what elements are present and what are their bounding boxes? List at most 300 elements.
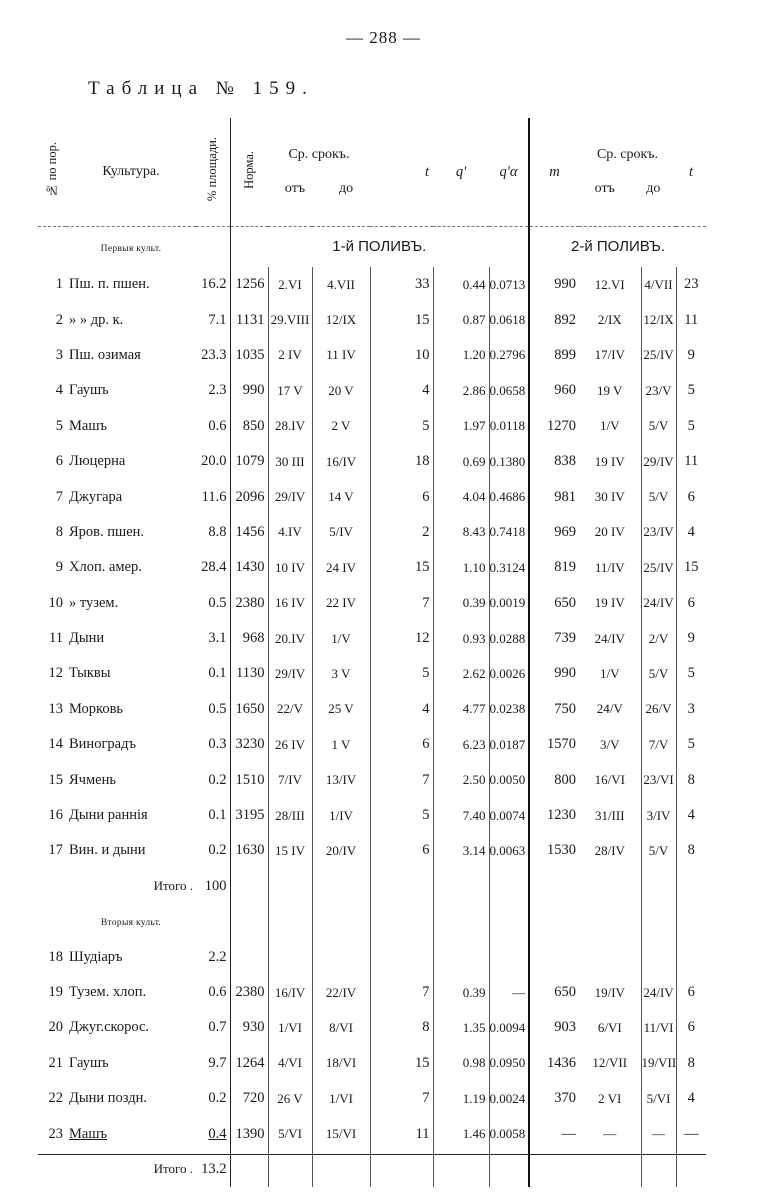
irrigation1-t: 5: [370, 409, 433, 444]
culture-name: Ячмень: [69, 771, 116, 788]
term1-from: [268, 939, 312, 974]
irrigation2-t: 15: [676, 550, 706, 585]
irrigation1-q2: 0.0288: [489, 621, 529, 656]
irrigation1-q1: 2.62: [433, 656, 489, 691]
term1-from: 28.IV: [268, 409, 312, 444]
culture-name: Дыни раннія: [69, 807, 148, 824]
irrigation1-t: 4: [370, 692, 433, 727]
culture-name: Вин. и дыни: [69, 842, 146, 859]
culture-name: Гаушъ: [69, 382, 109, 399]
header-term2-range: [579, 181, 676, 197]
header-to1: до: [338, 181, 354, 196]
culture-name: Гаушъ: [69, 1054, 109, 1071]
table-row: [38, 338, 706, 373]
row-number: 5: [55, 417, 63, 434]
culture-name: Тыквы: [69, 665, 111, 682]
row-number: 8: [55, 523, 63, 540]
irrigation2-m: 990: [529, 656, 579, 691]
row-number: 15: [48, 771, 63, 788]
term1-from: 28/III: [268, 798, 312, 833]
irrigation1-t: 7: [370, 1081, 433, 1116]
irrigation1-q2: 0.2796: [489, 338, 529, 373]
term1-to: [312, 939, 370, 974]
irrigation2-t: [676, 939, 706, 974]
term1-to: 18/VI: [312, 1046, 370, 1081]
term1-to: 25 V: [312, 692, 370, 727]
irrigation2-t: 8: [676, 1046, 706, 1081]
term2-to: 5/V: [641, 833, 676, 868]
irrigation2-m: 903: [529, 1010, 579, 1045]
header-term1: [268, 118, 370, 227]
header-t2: [676, 118, 706, 227]
term1-to: 24 IV: [312, 550, 370, 585]
header-to2: до: [646, 181, 661, 196]
row-number: 14: [48, 736, 63, 753]
term1-to: 1/VI: [312, 1081, 370, 1116]
header-term2-label: Ср. срокъ.: [596, 147, 659, 162]
irrigation1-q2: 0.4686: [489, 479, 529, 514]
norm-value: 1456: [230, 515, 268, 550]
culture-name: » тузем.: [69, 594, 119, 611]
term1-to: 12/IX: [312, 302, 370, 337]
irrigation1-q2: 0.0024: [489, 1081, 529, 1116]
total-row-1-empty: [38, 869, 66, 904]
irrigation1-q2: 0.0950: [489, 1046, 529, 1081]
term2-to: 5/VI: [641, 1081, 676, 1116]
term2-from: 12.VI: [594, 276, 625, 292]
table-row: [38, 267, 706, 302]
term1-to: 22/IV: [312, 975, 370, 1010]
header-t1: [370, 118, 433, 227]
irrigation1-q2: 0.0019: [489, 586, 529, 621]
table-row: [38, 656, 706, 691]
irrigation1-t: 6: [370, 727, 433, 762]
term1-to: 22 IV: [312, 586, 370, 621]
header-term1-range: [268, 181, 370, 197]
term1-from: 26 IV: [268, 727, 312, 762]
table-row: [38, 1010, 706, 1045]
total-row-2-q1: [433, 1152, 489, 1187]
irrigation1-q1: 0.39: [433, 586, 489, 621]
irrigation2-t: 11: [676, 302, 706, 337]
term2-from: 20 IV: [594, 524, 625, 540]
culture-name: Джуг.скорос.: [69, 1019, 150, 1036]
table-row: [38, 1046, 706, 1081]
term1-to: 1 V: [312, 727, 370, 762]
table-row: [38, 1116, 706, 1151]
section2-label-cell: [66, 904, 196, 939]
culture-name: Дыни поздн.: [69, 1090, 148, 1107]
irrigation1-q1: 1.19: [433, 1081, 489, 1116]
norm-value: 1510: [230, 762, 268, 797]
culture-name: Пш. п. пшен.: [69, 276, 150, 293]
irrigation2-m: 650: [529, 975, 579, 1010]
norm-value: 1256: [230, 267, 268, 302]
total-row-2-to: [312, 1152, 370, 1187]
row-number: 3: [55, 346, 63, 363]
irrigation1-t: 10: [370, 338, 433, 373]
irrigation2-m: 739: [529, 621, 579, 656]
irrigation2-m: 819: [529, 550, 579, 585]
header-q2: [489, 118, 529, 227]
norm-value: 1390: [230, 1116, 268, 1151]
term1-from: 2.VI: [268, 267, 312, 302]
irrigation1-q2: 0.0658: [489, 373, 529, 408]
term1-from: 4.IV: [268, 515, 312, 550]
term1-from: 16/IV: [268, 975, 312, 1010]
area-percent: 23.3: [201, 346, 227, 363]
term2-to: 24/IV: [641, 975, 676, 1010]
term2-from: 12/VII: [592, 1055, 628, 1071]
norm-value: 1130: [230, 656, 268, 691]
irrigation2-m: 650: [529, 586, 579, 621]
total-row-2-to2: [641, 1152, 676, 1187]
total-row-1-from2: [579, 869, 641, 904]
row-number: 2: [55, 311, 63, 328]
term2-from: 2 VI: [598, 1090, 622, 1106]
term2-to: 19/VII: [641, 1046, 676, 1081]
row-number: 17: [48, 842, 63, 859]
irrigation1-q2: 0.0238: [489, 692, 529, 727]
irrigation1-q2: 0.0074: [489, 798, 529, 833]
header-norm: [230, 118, 268, 227]
header-area: [196, 118, 230, 227]
table-row: [38, 515, 706, 550]
table-row: [38, 727, 706, 762]
term1-to: 13/IV: [312, 762, 370, 797]
section2-empty: [38, 904, 66, 939]
term2-to: 7/V: [641, 727, 676, 762]
irrigation1-t: 7: [370, 762, 433, 797]
section2-norm: [230, 904, 268, 939]
term1-from: 22/V: [268, 692, 312, 727]
row-number: 22: [48, 1090, 63, 1107]
irrigation1-t: 8: [370, 1010, 433, 1045]
row-number: 23: [48, 1125, 63, 1142]
term1-from: 26 V: [268, 1081, 312, 1116]
irrigation1-t: 5: [370, 656, 433, 691]
term2-from: 31/III: [594, 807, 625, 823]
term1-from: 16 IV: [268, 586, 312, 621]
total-row-1-label: Итого .: [153, 878, 193, 894]
term2-from: 24/V: [596, 701, 623, 717]
irrigation1-t: 7: [370, 975, 433, 1010]
term1-from: 1/VI: [268, 1010, 312, 1045]
term1-to: 1/IV: [312, 798, 370, 833]
section2-m: [529, 904, 579, 939]
irrigation1-q2: 0.3124: [489, 550, 529, 585]
irrigation1-t: 15: [370, 1046, 433, 1081]
row-number: 16: [48, 807, 63, 824]
irrigation1-q2: 0.0618: [489, 302, 529, 337]
total-row-2-norm: [230, 1152, 268, 1187]
norm-value: 1264: [230, 1046, 268, 1081]
norm-value: [230, 939, 268, 974]
irrigation1-q2: 0.0058: [489, 1116, 529, 1151]
irrigation1-q1: 0.98: [433, 1046, 489, 1081]
term2-to: 5/V: [641, 479, 676, 514]
row-number: 19: [48, 984, 63, 1000]
term1-to: 3 V: [312, 656, 370, 691]
irrigation1-q1: 1.20: [433, 338, 489, 373]
table-row: [38, 621, 706, 656]
table-row: [38, 444, 706, 479]
irrigation1-q1: 0.87: [433, 302, 489, 337]
irrigation1-q2: 0.0094: [489, 1010, 529, 1045]
term1-from: 2 IV: [268, 338, 312, 373]
section2-from: [268, 904, 312, 939]
term1-from: 17 V: [268, 373, 312, 408]
row-number: 6: [55, 453, 63, 470]
irrigation1-t: 11: [370, 1116, 433, 1151]
total-row-2-from2: [579, 1152, 641, 1187]
total-row-2: [38, 1152, 706, 1187]
area-percent: 0.1: [208, 665, 227, 682]
term2-from: 1/V: [600, 418, 620, 434]
area-percent: 3.1: [208, 630, 227, 647]
area-percent: 0.6: [208, 984, 227, 1000]
row-number: 10: [48, 594, 63, 611]
culture-name: Джугара: [69, 488, 123, 505]
irrigation1-q1: 0.39: [433, 975, 489, 1010]
area-percent: 7.1: [208, 311, 227, 328]
irrigation1-q2: —: [489, 975, 529, 1010]
irrigation2-m: 960: [529, 373, 579, 408]
culture-name: Морковь: [69, 700, 124, 717]
irrigation2-title-cell: [529, 227, 706, 268]
irrigation1-q2: 0.0713: [489, 267, 529, 302]
term1-to: 4.VII: [312, 267, 370, 302]
table-row: [38, 798, 706, 833]
header-culture: [66, 118, 196, 227]
irrigation2-m: 899: [529, 338, 579, 373]
irrigation1-q2: 0.0187: [489, 727, 529, 762]
header-q2-label: q'α: [499, 163, 518, 180]
norm-value: 720: [230, 1081, 268, 1116]
term2-to: 26/V: [641, 692, 676, 727]
irrigation2-m: 370: [529, 1081, 579, 1116]
norm-value: 1079: [230, 444, 268, 479]
term1-to: 8/VI: [312, 1010, 370, 1045]
irrigation2-t: —: [676, 1116, 706, 1151]
section2-to: [312, 904, 370, 939]
irrigation2-m: 838: [529, 444, 579, 479]
area-percent: 11.6: [201, 488, 227, 505]
header-q1: [433, 118, 489, 227]
irrigation1-t: 15: [370, 550, 433, 585]
term2-from: 16/VI: [594, 772, 625, 788]
row-number: 21: [48, 1054, 63, 1071]
term2-to: 24/IV: [641, 586, 676, 621]
row-number: 13: [48, 700, 63, 717]
term1-from: 29.VIII: [268, 302, 312, 337]
culture-name: Яров. пшен.: [69, 523, 145, 540]
irrigation1-t: 12: [370, 621, 433, 656]
culture-name: Пш. озимая: [69, 346, 141, 363]
culture-name: Хлоп. амер.: [69, 559, 142, 576]
term2-to: 5/V: [641, 409, 676, 444]
term1-to: 11 IV: [312, 338, 370, 373]
norm-value: 3195: [230, 798, 268, 833]
term1-from: 7/IV: [268, 762, 312, 797]
term2-to: 2/V: [641, 621, 676, 656]
term2-to: [641, 939, 676, 974]
header-number: [38, 118, 66, 227]
row-number: 9: [55, 559, 63, 576]
section2-t2: [676, 904, 706, 939]
irrigation1-t: 5: [370, 798, 433, 833]
irrigation2-t: 5: [676, 656, 706, 691]
term2-to: 11/VI: [641, 1010, 676, 1045]
irrigation1-q2: 0.1380: [489, 444, 529, 479]
irrigation1-q1: [433, 939, 489, 974]
term2-from: —: [603, 1126, 617, 1142]
section2-q2: [489, 904, 529, 939]
table-row: [38, 975, 706, 1010]
area-percent: 0.5: [208, 700, 227, 717]
irrigation2-title: 2-й ПОЛИВЪ.: [571, 238, 665, 255]
irrigation2-m: 1570: [529, 727, 579, 762]
total-row-1-t2: [676, 869, 706, 904]
irrigation1-q1: 4.77: [433, 692, 489, 727]
term2-to: 12/IX: [641, 302, 676, 337]
total-row-2-from: [268, 1152, 312, 1187]
irrigation1-q1: 0.93: [433, 621, 489, 656]
irrigation2-t: 23: [676, 267, 706, 302]
area-percent: 0.2: [208, 1090, 227, 1107]
irrigation2-t: 8: [676, 833, 706, 868]
total-row-1-to2: [641, 869, 676, 904]
irrigation1-t: 7: [370, 586, 433, 621]
table-row: [38, 762, 706, 797]
header-term2: [579, 118, 676, 227]
culture-name: Тузем. хлоп.: [69, 984, 147, 1000]
norm-value: 990: [230, 373, 268, 408]
irrigation2-m: 990: [529, 267, 579, 302]
term2-from: 19/IV: [594, 984, 625, 1000]
term1-from: 15 IV: [268, 833, 312, 868]
term2-from: 24/IV: [594, 630, 625, 646]
term1-to: 15/VI: [312, 1116, 370, 1151]
norm-value: 2380: [230, 586, 268, 621]
irrigation2-t: 3: [676, 692, 706, 727]
area-percent: 9.7: [208, 1054, 227, 1071]
irrigation1-q2: 0.0050: [489, 762, 529, 797]
header-from1: отъ: [284, 181, 306, 196]
irrigation2-t: 5: [676, 727, 706, 762]
area-percent: 0.2: [208, 842, 227, 859]
total-row-1-from: [268, 869, 312, 904]
term1-to: 2 V: [312, 409, 370, 444]
irrigation1-t: 33: [370, 267, 433, 302]
norm-value: 1131: [230, 302, 268, 337]
term1-from: 20.IV: [268, 621, 312, 656]
irrigation1-q1: 6.23: [433, 727, 489, 762]
irrigation1-t: 2: [370, 515, 433, 550]
section1-label-cell: [66, 227, 196, 268]
irrigation2-t: 6: [676, 1010, 706, 1045]
irrigation1-q1: 2.86: [433, 373, 489, 408]
irrigation1-t: 4: [370, 373, 433, 408]
term1-to: 14 V: [312, 479, 370, 514]
irrigation2-t: 5: [676, 409, 706, 444]
irrigation2-t: 9: [676, 621, 706, 656]
area-percent: 0.4: [208, 1125, 227, 1142]
term1-from: 4/VI: [268, 1046, 312, 1081]
total-row-1: [38, 869, 706, 904]
culture-name: » » др. к.: [69, 311, 124, 328]
header-number-label: № по пор.: [44, 141, 59, 198]
total-row-2-empty: [38, 1152, 66, 1187]
irrigation1-q1: 0.69: [433, 444, 489, 479]
culture-name: Дыни: [69, 630, 105, 647]
area-percent: 0.5: [208, 594, 227, 611]
irrigation1-q1: 7.40: [433, 798, 489, 833]
term2-to: 3/IV: [641, 798, 676, 833]
row-number: 7: [55, 488, 63, 505]
irrigation2-m: 892: [529, 302, 579, 337]
irrigation2-m: 1530: [529, 833, 579, 868]
term1-from: 5/VI: [268, 1116, 312, 1151]
area-percent: 2.3: [208, 382, 227, 399]
term1-from: 29/IV: [268, 656, 312, 691]
irrigation2-t: 4: [676, 798, 706, 833]
row-number: 18: [48, 948, 63, 965]
term2-to: 25/IV: [641, 550, 676, 585]
term2-from: 1/V: [600, 665, 620, 681]
irrigation2-t: 8: [676, 762, 706, 797]
culture-name: Люцерна: [69, 453, 126, 470]
irrigation1-q1: 1.10: [433, 550, 489, 585]
culture-name: Машъ: [69, 417, 107, 434]
irrigation1-title: 1-й ПОЛИВЪ.: [332, 238, 427, 255]
area-percent: 0.3: [208, 736, 227, 753]
norm-value: 1430: [230, 550, 268, 585]
irrigation2-t: 9: [676, 338, 706, 373]
term2-from: 11/IV: [594, 559, 625, 575]
norm-value: 1035: [230, 338, 268, 373]
area-percent: 20.0: [201, 453, 227, 470]
term2-to: 29/IV: [641, 444, 676, 479]
irrigation1-q1: 2.50: [433, 762, 489, 797]
norm-value: 850: [230, 409, 268, 444]
term1-to: 20/IV: [312, 833, 370, 868]
culture-name: Шудіаръ: [69, 948, 123, 965]
row-number: 1: [55, 276, 63, 293]
row-number: 12: [48, 665, 63, 682]
irrigation1-t: 6: [370, 833, 433, 868]
norm-value: 930: [230, 1010, 268, 1045]
header-area-label: % площади.: [205, 137, 220, 202]
section1-empty2: [196, 227, 230, 268]
total-row-2-m: [529, 1152, 579, 1187]
row-number: 11: [49, 630, 63, 647]
irrigation1-q2: 0.0118: [489, 409, 529, 444]
irrigation2-t: 11: [676, 444, 706, 479]
irrigation-table: [38, 118, 706, 1187]
term1-to: 20 V: [312, 373, 370, 408]
irrigation1-t: 18: [370, 444, 433, 479]
term1-from: 29/IV: [268, 479, 312, 514]
header-term1-label: Ср. срокъ.: [288, 147, 350, 162]
term2-to: 23/VI: [641, 762, 676, 797]
irrigation2-m: 1270: [529, 409, 579, 444]
irrigation2-t: 4: [676, 1081, 706, 1116]
irrigation1-q1: 1.46: [433, 1116, 489, 1151]
irrigation2-m: 1436: [529, 1046, 579, 1081]
term2-to: 4/VII: [641, 267, 676, 302]
term2-to: 23/IV: [641, 515, 676, 550]
